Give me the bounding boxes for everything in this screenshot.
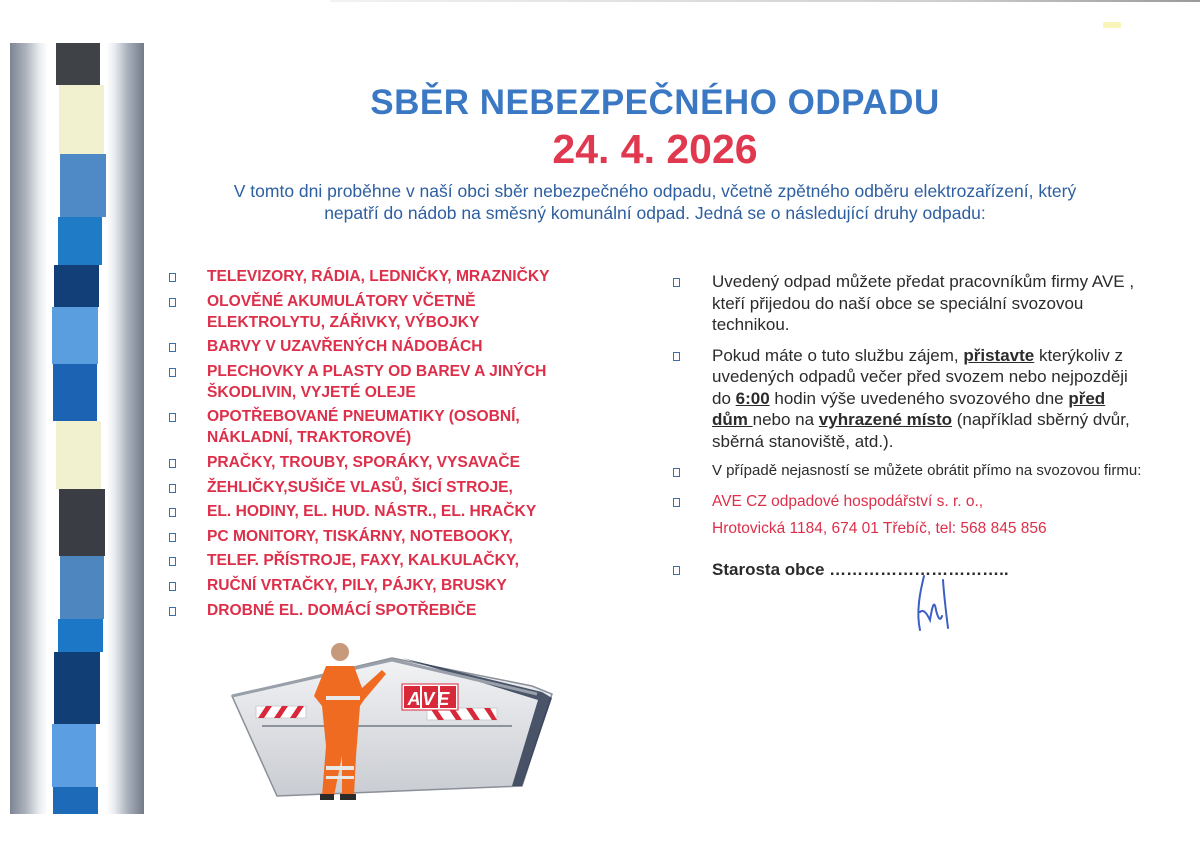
square-bullet-icon	[169, 343, 176, 352]
square-bullet-icon	[169, 533, 176, 542]
square-bullet-icon	[169, 484, 176, 493]
waste-type-item: PRAČKY, TROUBY, SPORÁKY, VYSAVAČE	[168, 452, 608, 473]
waste-type-item: TELEVIZORY, RÁDIA, LEDNIČKY, MRAZNIČKY	[168, 266, 608, 287]
strip-band	[54, 265, 99, 307]
square-bullet-icon	[169, 508, 176, 517]
waste-type-item: OLOVĚNÉ AKUMULÁTORY VČETNĚ ELEKTROLYTU, ZÁŘIVKY, VÝBOJKY	[168, 291, 608, 333]
waste-type-item: ŽEHLIČKY,SUŠIČE VLASŮ, ŠICÍ STROJE,	[168, 477, 608, 498]
waste-type-item: BARVY V UZAVŘENÝCH NÁDOBÁCH	[168, 336, 608, 357]
waste-type-item: RUČNÍ VRTAČKY, PILY, PÁJKY, BRUSKY	[168, 575, 608, 596]
strip-band	[54, 652, 100, 724]
square-bullet-icon	[673, 278, 680, 287]
strip-band	[52, 307, 98, 364]
square-bullet-icon	[169, 582, 176, 591]
hazard-stripes-left	[256, 706, 306, 718]
square-bullet-icon	[169, 557, 176, 566]
waste-type-item: OPOTŘEBOVANÉ PNEUMATIKY (OSOBNÍ, NÁKLADNÍ, TRAKTOROVÉ)	[168, 406, 608, 448]
intro-text	[150, 180, 1160, 224]
square-bullet-icon	[673, 468, 680, 477]
info-list	[672, 271, 1142, 590]
scan-highlight-mark	[1103, 22, 1121, 28]
waste-type-item: PLECHOVKY A PLASTY OD BAREV A JINÝCH ŠKODLIVIN, VYJETÉ OLEJE	[168, 361, 608, 403]
waste-type-item: EL. HODINY, EL. HUD. NÁSTR., EL. HRAČKY	[168, 501, 608, 522]
square-bullet-icon	[169, 459, 176, 468]
intro-line-1: V tomto dni proběhne v naší obci sběr nebezpečného odpadu, včetně zpětného odběru elektrozařízení, který	[233, 181, 1077, 201]
strip-band	[53, 787, 98, 814]
square-bullet-icon	[169, 368, 176, 377]
strip-band	[58, 619, 103, 652]
signature-scribble-icon	[910, 572, 960, 634]
strip-band	[52, 724, 96, 787]
intro-line-2: nepatří do nádob na směsný komunální odpad. Jedná se o následující druhy odpadu:	[324, 203, 986, 223]
contact-note: V případě nejasností se můžete obrátit přímo na svozovou firmu:	[672, 461, 1142, 480]
square-bullet-icon	[673, 352, 680, 361]
strip-band	[56, 421, 101, 489]
ave-logo-text: AVE	[407, 689, 453, 709]
square-bullet-icon	[169, 607, 176, 616]
waste-types-list	[168, 266, 608, 624]
waste-type-item: DROBNÉ EL. DOMÁCÍ SPOTŘEBIČE	[168, 600, 608, 621]
waste-type-item: TELEF. PŘÍSTROJE, FAXY, KALKULAČKY,	[168, 550, 608, 571]
strip-band	[59, 489, 105, 556]
company-name: AVE CZ odpadové hospodářství s. r. o.,	[712, 493, 984, 510]
strip-band	[53, 364, 97, 421]
company-address: Hrotovická 1184, 674 01 Třebíč, tel: 568 845 856	[712, 520, 1047, 537]
strip-band	[58, 217, 102, 265]
company-contact	[672, 488, 1142, 542]
instructions-info: Pokud máte o tuto službu zájem, přistavte kterýkoliv z uvedených odpadů večer před svozem nebo nejpozději do 6:00 hodin výše uvedeného svozového dne před dům nebo na vyhrazené místo (například sběrný dvůr, sběrná stanoviště, atd.).	[672, 345, 1142, 453]
waste-container-illustration	[222, 636, 567, 811]
square-bullet-icon	[169, 413, 176, 422]
waste-type-item: PC MONITORY, TISKÁRNY, NOTEBOOKY,	[168, 526, 608, 547]
square-bullet-icon	[169, 273, 176, 282]
signature-line: Starosta obce …………………………..	[672, 559, 1142, 581]
square-bullet-icon	[169, 298, 176, 307]
strip-band	[60, 556, 104, 619]
event-date: 24. 4. 2026	[552, 126, 758, 172]
scan-edge-line	[330, 0, 1200, 2]
strip-band	[56, 43, 100, 85]
handover-info: Uvedený odpad můžete předat pracovníkům firmy AVE , kteří přijedou do naší obce se speciální svozovou technikou.	[672, 271, 1142, 336]
page-title: SBĚR NEBEZPEČNÉHO ODPADU	[370, 83, 940, 122]
square-bullet-icon	[673, 566, 680, 575]
square-bullet-icon	[673, 498, 680, 507]
